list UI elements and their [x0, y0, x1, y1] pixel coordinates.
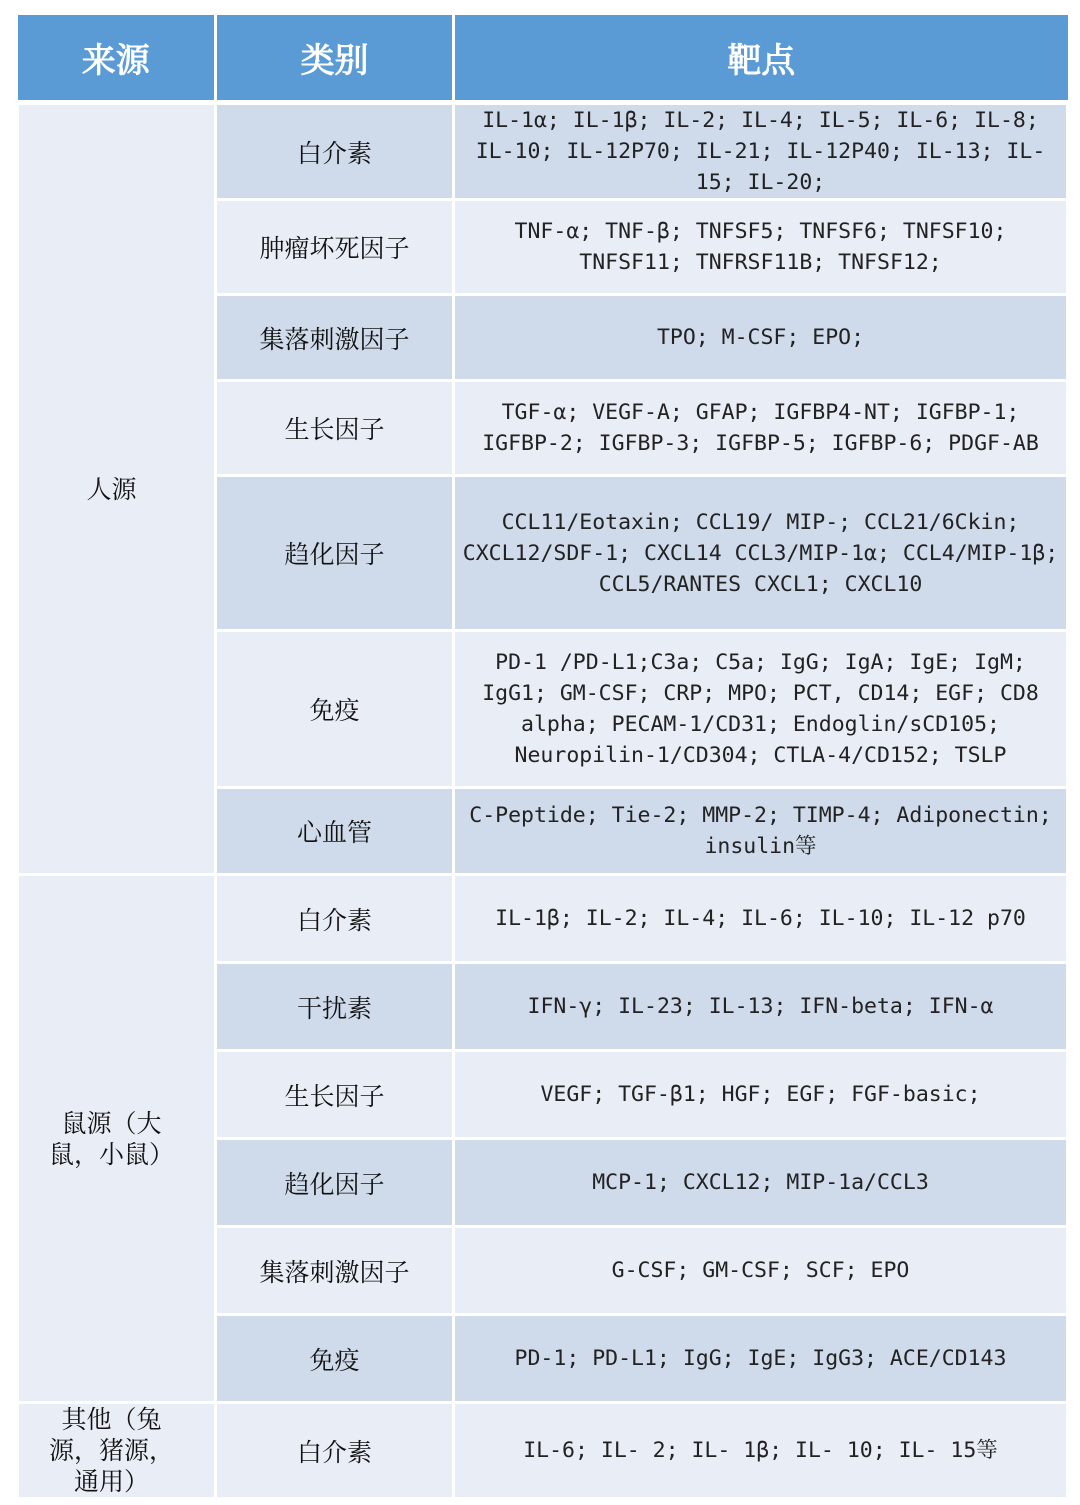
targets-cell: C-Peptide; Tie-2; MMP-2; TIMP-4; Adiponectin; insulin等 — [454, 788, 1068, 875]
category-cell: 集落刺激因子 — [216, 295, 454, 381]
category-cell: 心血管 — [216, 788, 454, 875]
target-table — [16, 15, 1069, 1500]
header-target: 靶点 — [454, 15, 1068, 103]
category-cell: 肿瘤坏死因子 — [216, 200, 454, 295]
targets-cell: TGF-α; VEGF-A; GFAP; IGFBP4-NT; IGFBP-1; IGFBP-2; IGFBP-3; IGFBP-5; IGFBP-6; PDGF-AB — [454, 381, 1068, 476]
table-row — [18, 1403, 1068, 1499]
source-cell-other: 其他（兔源，猪源，通用） — [18, 1403, 216, 1499]
source-cell-rodent: 鼠源（大鼠，小鼠） — [18, 875, 216, 1403]
targets-cell: TPO; M-CSF; EPO; — [454, 295, 1068, 381]
targets-cell: G-CSF; GM-CSF; SCF; EPO — [454, 1227, 1068, 1315]
category-cell: 白介素 — [216, 875, 454, 963]
header-source: 来源 — [18, 15, 216, 103]
category-cell: 干扰素 — [216, 963, 454, 1051]
category-cell: 趋化因子 — [216, 476, 454, 631]
source-cell-human: 人源 — [18, 103, 216, 875]
category-cell: 免疫 — [216, 631, 454, 788]
targets-cell: PD-1; PD-L1; IgG; IgE; IgG3; ACE/CD143 — [454, 1315, 1068, 1403]
header-row — [18, 15, 1068, 103]
category-cell: 集落刺激因子 — [216, 1227, 454, 1315]
category-cell: 生长因子 — [216, 1051, 454, 1139]
targets-cell: PD-1 /PD-L1;C3a; C5a; IgG; IgA; IgE; IgM; IgG1; GM-CSF; CRP; MPO; PCT, CD14; EGF; CD8 alpha; PECAM-1/CD31; Endoglin/sCD105; Neuropilin-1/CD304; CTLA-4/CD152; TSLP — [454, 631, 1068, 788]
targets-cell: IL-6; IL- 2; IL- 1β; IL- 10; IL- 15等 — [454, 1403, 1068, 1499]
category-cell: 趋化因子 — [216, 1139, 454, 1227]
targets-cell: IL-1α; IL-1β; IL-2; IL-4; IL-5; IL-6; IL-8; IL-10; IL-12P70; IL-21; IL-12P40; IL-13; IL-15; IL-20; — [454, 103, 1068, 200]
targets-cell: CCL11/Eotaxin; CCL19/ MIP-; CCL21/6Ckin; CXCL12/SDF-1; CXCL14 CCL3/MIP-1α; CCL4/MIP-1β; CCL5/RANTES CXCL1; CXCL10 — [454, 476, 1068, 631]
table-row — [18, 875, 1068, 963]
category-cell: 免疫 — [216, 1315, 454, 1403]
targets-cell: IL-1β; IL-2; IL-4; IL-6; IL-10; IL-12 p70 — [454, 875, 1068, 963]
category-cell: 白介素 — [216, 1403, 454, 1499]
targets-cell: TNF-α; TNF-β; TNFSF5; TNFSF6; TNFSF10; TNFSF11; TNFRSF11B; TNFSF12; — [454, 200, 1068, 295]
header-category: 类别 — [216, 15, 454, 103]
targets-cell: MCP-1; CXCL12; MIP-1a/CCL3 — [454, 1139, 1068, 1227]
category-cell: 白介素 — [216, 103, 454, 200]
targets-cell: VEGF; TGF-β1; HGF; EGF; FGF-basic; — [454, 1051, 1068, 1139]
table-row — [18, 103, 1068, 200]
targets-cell: IFN-γ; IL-23; IL-13; IFN-beta; IFN-α — [454, 963, 1068, 1051]
category-cell: 生长因子 — [216, 381, 454, 476]
